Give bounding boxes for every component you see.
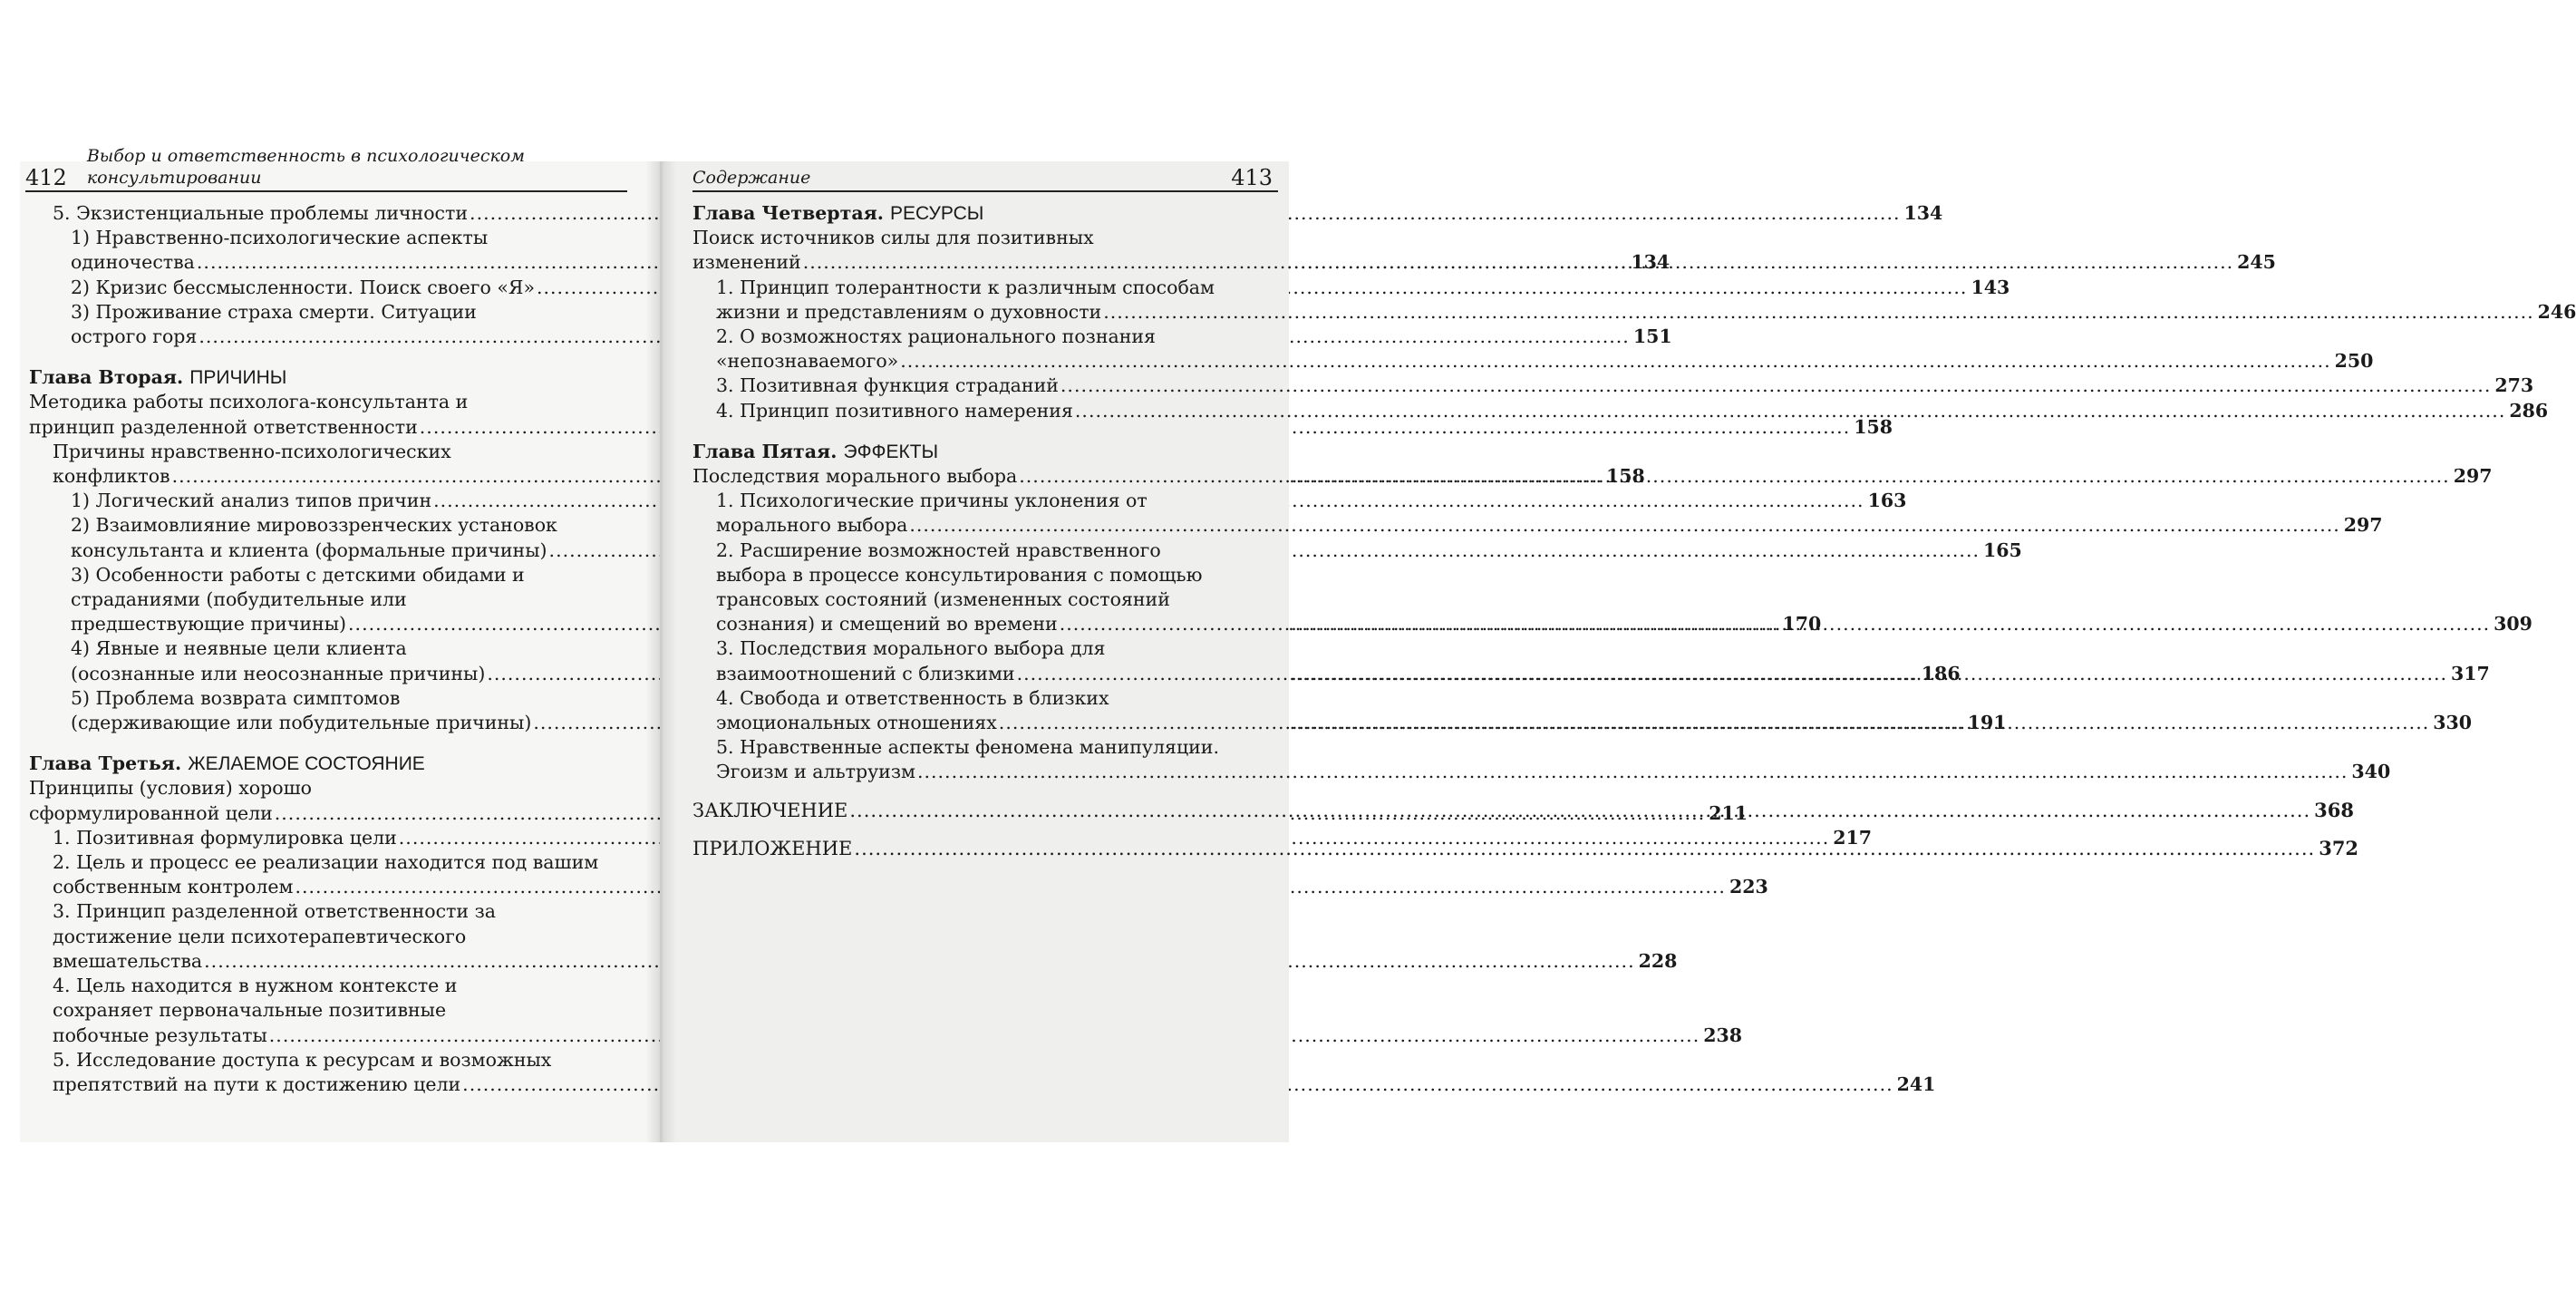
toc-entry-text: (осознанные или неосознанные причины) [71, 662, 486, 684]
leader-dots [1019, 464, 2449, 489]
toc-entry-text: 4. Свобода и ответственность в близких [716, 686, 1109, 709]
toc-entry-text: 2) Взаимовлияние мировоззренческих установок [71, 514, 557, 537]
leader-dots [917, 760, 2348, 784]
toc-entry-text: Принципы (условия) хорошо [29, 777, 312, 800]
toc-entry[interactable] [29, 1048, 1936, 1097]
toc-entry[interactable] [29, 850, 1768, 899]
toc-page-number: 368 [2314, 798, 2354, 821]
leader-dots [1060, 612, 2490, 636]
toc-entry-line [716, 399, 2549, 423]
left-running-head: Выбор и ответственность в психологическом консультировании [86, 146, 525, 188]
right-page-number: 413 [1231, 165, 1273, 190]
toc-entry-line [53, 1024, 1743, 1048]
toc-entry-text: одиночества [71, 251, 195, 274]
toc-entry-text: 5) Проблема возврата симптомов [71, 686, 401, 709]
toc-page-number: 223 [1729, 876, 1768, 898]
toc-entry-text: сформулированной цели [29, 801, 273, 824]
chapter-label: Глава Пятая. [692, 440, 844, 462]
leader-dots [1017, 662, 2447, 686]
toc-page-number: 163 [1867, 490, 1907, 512]
chapter-heading [692, 440, 1273, 464]
chapter-heading [29, 365, 622, 390]
leader-dots [854, 837, 2315, 861]
toc-entry[interactable] [692, 399, 2549, 423]
toc-entry-text: Эгоизм и альтруизм [716, 761, 915, 783]
toc-entry-text: 1) Нравственно-психологические аспекты [71, 227, 489, 249]
toc-entry-text: 3. Позитивная функция страданий [716, 374, 1059, 397]
toc-entry-text: 3) Проживание страха смерти. Ситуации [71, 300, 477, 323]
chapter-title: РЕСУРСЫ [890, 203, 984, 224]
left-running-header [25, 146, 627, 192]
toc-entry-text: ЗАКЛЮЧЕНИЕ [692, 799, 848, 821]
toc-entry-text: (сдерживающие или побудительные причины) [71, 712, 532, 734]
chapter-label: Глава Вторая. [29, 366, 190, 389]
right-running-header [692, 163, 1278, 192]
toc-entry-text: 2. Расширение возможностей нравственного [716, 539, 1161, 561]
toc-entry-text: 2. О возможностях рационального познания [716, 325, 1156, 348]
leader-dots [803, 250, 2233, 275]
toc-entry-text: острого горя [71, 325, 198, 348]
toc-page-number: 134 [1631, 251, 1671, 274]
toc-entry-text: эмоциональных отношениях [716, 712, 997, 734]
toc-entry-text: 3) Особенности работы с детскими обидами и [71, 563, 525, 586]
toc-entry-text: 2) Кризис бессмысленности. Поиск своего «Я» [71, 276, 535, 298]
toc-entry-line [53, 1072, 1936, 1097]
toc-page-number: 186 [1921, 662, 1961, 684]
toc-entry-text: морального выбора [716, 514, 908, 537]
book-gutter [645, 161, 676, 1142]
toc-entry-line [716, 760, 2391, 784]
toc-entry-text: 3. Последствия морального выбора для [716, 637, 1106, 660]
toc-page-number: 317 [2451, 662, 2490, 684]
toc-entry-text: 5. Исследование доступа к ресурсам и возможных [53, 1048, 552, 1071]
book-spread [20, 146, 2576, 1142]
toc-entry-text: сознания) и смещений во времени [716, 613, 1058, 636]
toc-entry-text: 2. Цель и процесс ее реализации находится под вашим [53, 851, 599, 874]
toc-entry-text: Последствия морального выбора [692, 465, 1018, 488]
toc-page-number: 340 [2351, 761, 2391, 783]
toc-entry-text: 5. Нравственные аспекты феномена манипуляции. [716, 736, 1219, 759]
toc-entry-text: собственным контролем [53, 876, 294, 898]
toc-page-number: 286 [2509, 399, 2549, 422]
toc-page-number: 217 [1833, 826, 1873, 849]
toc-page-number: 211 [1709, 801, 1748, 824]
toc-entry-text: Методика работы психолога-консультанта и [29, 391, 469, 413]
toc-entry-text: консультанта и клиента (формальные причины) [71, 539, 547, 561]
toc-entry-text: предшествующие причины) [71, 613, 347, 636]
toc-page-number: 309 [2494, 613, 2532, 636]
toc-page-number: 245 [2237, 251, 2276, 274]
left-page-number: 412 [25, 165, 67, 190]
toc-entry-text: 4. Принцип позитивного намерения [716, 399, 1073, 422]
toc-entry-line [53, 949, 1678, 974]
toc-entry-text: 5. Экзистенциальные проблемы личности [53, 202, 469, 224]
leader-dots [849, 799, 2310, 823]
toc-entry-line [716, 349, 2374, 374]
toc-entry-text: 1) Логический анализ типов причин [71, 490, 432, 512]
toc-entry-text: взаимоотношений с близкими [716, 662, 1015, 684]
toc-entry-text: 1. Психологические причины уклонения от [716, 490, 1148, 512]
toc-entry-text: сохраняет первоначальные позитивные [53, 999, 447, 1022]
toc-entry-text: страданиями (побудительные или [71, 588, 407, 611]
toc-entry-text: 3. Принцип разделенной ответственности за [53, 900, 496, 923]
toc-entry-text: Причины нравственно-психологических [53, 440, 451, 462]
toc-page-number: 134 [1903, 202, 1943, 224]
toc-page-number: 250 [2334, 350, 2374, 373]
toc-entry-text: «непознаваемого» [716, 350, 899, 373]
toc-entry-text: Поиск источников силы для позитивных [692, 227, 1094, 249]
toc-page-number: 151 [1632, 325, 1672, 348]
toc-entry-text: трансовых состояний (измененных состояний [716, 588, 1170, 611]
toc-page-number: 297 [2343, 514, 2383, 537]
toc-page-number: 228 [1638, 949, 1678, 972]
toc-page-number: 158 [1606, 465, 1645, 488]
toc-entry-text: 4. Цель находится в нужном контексте и [53, 975, 458, 997]
toc-page-number: 246 [2537, 300, 2576, 323]
toc-entry-line [716, 300, 2576, 325]
toc-entry-text: вмешательства [53, 949, 203, 972]
leader-dots [909, 513, 2339, 538]
toc-page-number: 158 [1854, 415, 1893, 438]
leader-dots [1060, 374, 2491, 398]
chapter-title: ЭФФЕКТЫ [843, 441, 939, 462]
leader-dots [900, 349, 2330, 374]
toc-entry-text: жизни и представлениям о духовности [716, 300, 1102, 323]
leader-dots [1103, 300, 2533, 325]
toc-entry-text: принцип разделенной ответственности [29, 415, 418, 438]
toc-entry-text: 1. Позитивная формулировка цели [53, 826, 397, 849]
toc-entry-text: изменений [692, 251, 801, 274]
toc-page-number: 143 [1971, 276, 2010, 298]
toc-entry-text: конфликтов [53, 465, 170, 488]
toc-entry-text: выбора в процессе консультирования с помощью [716, 563, 1203, 586]
chapter-title: ЖЕЛАЕМОЕ СОСТОЯНИЕ [188, 753, 425, 775]
toc-entry[interactable] [29, 974, 1743, 1048]
chapter-heading [692, 201, 1273, 226]
toc-page-number: 372 [2319, 836, 2359, 859]
toc-entry-text: достижение цели психотерапевтического [53, 925, 467, 947]
toc-entry-line [716, 513, 2383, 538]
chapter-label: Глава Четвертая. [692, 202, 891, 224]
toc-entry[interactable] [692, 374, 2534, 398]
leader-dots [1075, 399, 2505, 423]
toc-entry-text: побочные результаты [53, 1024, 267, 1046]
toc-entry-text: ПРИЛОЖЕНИЕ [692, 837, 853, 859]
toc-entry-text: 4) Явные и неявные цели клиента [71, 637, 407, 660]
toc-page-number: 273 [2494, 374, 2534, 397]
toc-page-number: 241 [1896, 1072, 1936, 1095]
toc-entry-line [53, 875, 1768, 899]
chapter-title: ПРИЧИНЫ [189, 367, 287, 389]
chapter-heading [29, 752, 622, 776]
leader-dots [999, 711, 2429, 735]
toc-entry-line [29, 415, 1893, 440]
toc-page-number: 170 [1782, 613, 1822, 636]
toc-page-number: 165 [1982, 539, 2022, 561]
toc-entry-text: 1. Принцип толерантности к различным способам [716, 276, 1215, 298]
toc-page-number: 330 [2433, 712, 2473, 734]
toc-page-number: 238 [1703, 1024, 1743, 1046]
toc-entry[interactable] [29, 899, 1678, 974]
right-running-head: Содержание [692, 168, 811, 188]
toc-entry-line [716, 374, 2534, 398]
toc-page-number: 191 [1967, 712, 2007, 734]
toc-entry[interactable] [692, 735, 2391, 784]
toc-entry-text: препятствий на пути к достижению цели [53, 1072, 461, 1095]
chapter-label: Глава Третья. [29, 752, 189, 775]
toc-page-number: 297 [2453, 465, 2493, 488]
